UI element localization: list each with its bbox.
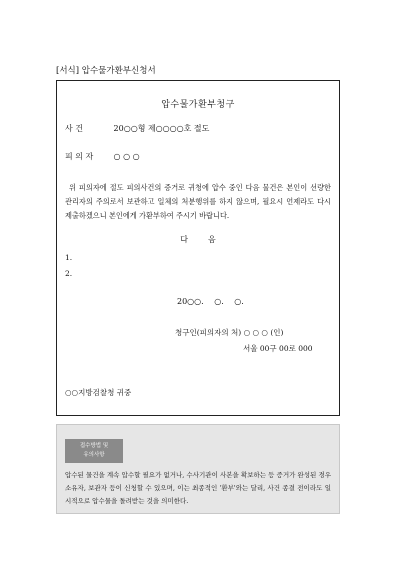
case-value: 20○○형 제○○○○호 절도 [113,124,210,133]
form-label: [서식] 압수물가환부신청서 [56,66,156,76]
petition-body: 위 피의자에 절도 피의사건의 증거로 귀청에 압수 중인 다음 물건은 본인이 선량한 관리자의 주의로서 보관하고 일체의 처분행위를 하지 않으며, 필요시 언제라도 다시 제출하겠으니 본인에게 가환부하여 주시기 바랍니다. [65,183,331,220]
claimant-address: 서울 00구 00로 000 [243,344,313,353]
notes-badge [65,439,123,463]
case-row [65,123,209,134]
list-heading: 다음 [180,235,236,244]
petition-form [56,80,340,416]
notes-badge-line1: 접수방법 및 [79,443,109,449]
notes-badge-line2: 유의사항 [83,452,105,458]
suspect-value: ○ ○ ○ [113,152,140,161]
notes-panel [56,424,340,514]
notes-text: 압수된 물건을 계속 압수할 필요가 없거나, 수사기관이 사본을 확보하는 등 증거가 완성된 경우 소유자, 보관자 등이 신청할 수 있으며, 이는 최종적인 '환부'와는 달리, 사건 종결 전이라도 일시적으로 압수물을 돌려받는 것을 의미한다. [65,471,331,505]
claimant-line: 청구인(피의자의 처) ○ ○ ○ (인) [175,328,284,337]
suspect-row [65,151,140,162]
list-item: 1. [65,253,73,262]
recipient: ○○지방검찰청 귀중 [65,388,132,397]
list-item: 2. [65,269,73,278]
petition-date: 20○○. ○. ○. [177,297,244,306]
document-title: 압수물가환부청구 [161,100,235,110]
case-label: 사 건 [65,124,83,133]
suspect-label: 피 의 자 [65,152,94,161]
